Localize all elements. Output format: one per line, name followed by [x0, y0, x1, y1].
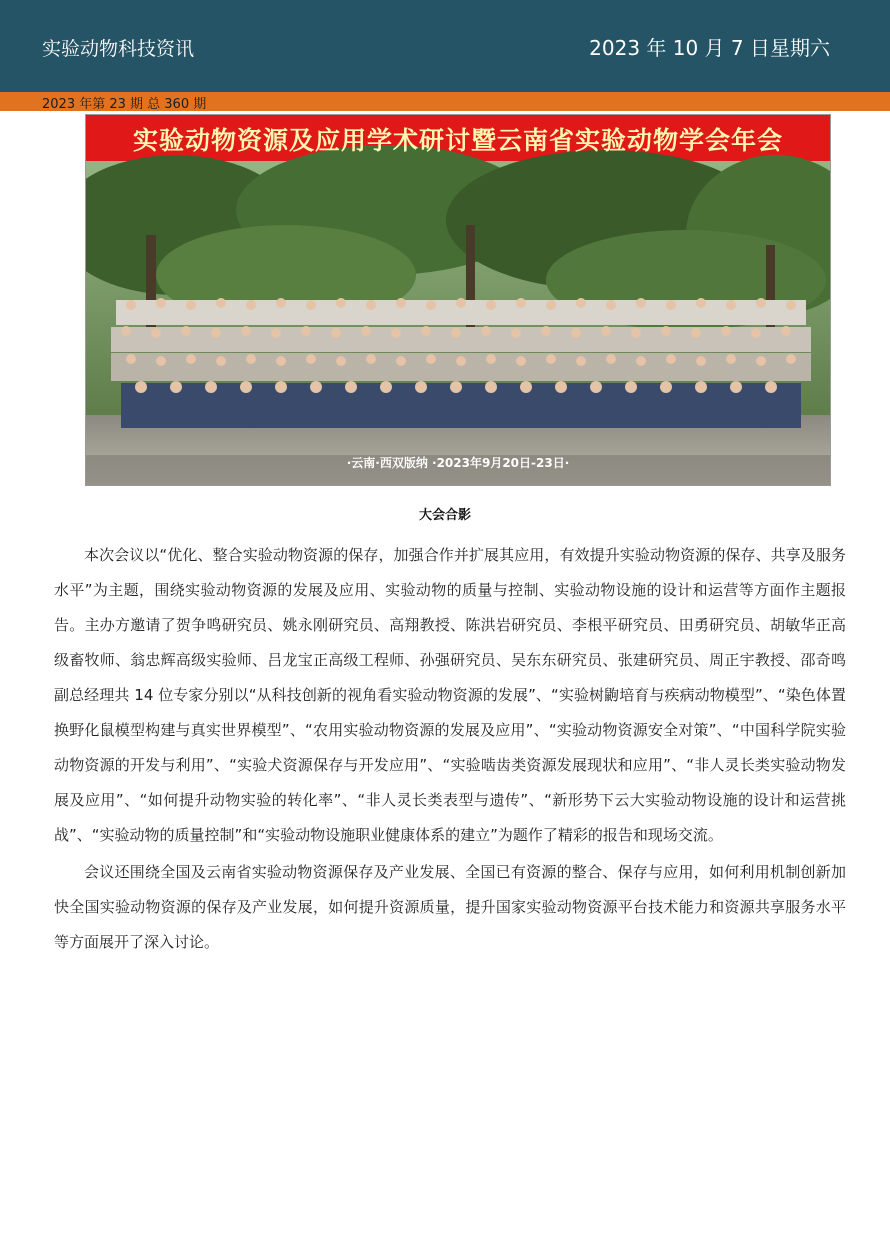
publication-date: 2023 年 10 月 7 日星期六: [589, 36, 830, 60]
group-photo-image: [86, 115, 830, 485]
photo-location-date: ·云南·西双版纳 ·2023年9月20日-23日·: [346, 456, 570, 470]
page-header: [0, 0, 890, 92]
article-body: [54, 538, 846, 962]
issue-number: 2023 年第 23 期 总 360 期: [42, 97, 207, 112]
article-paragraph-1: 本次会议以“优化、整合实验动物资源的保存，加强合作并扩展其应用，有效提升实验动物资源的保存、共享及服务水平”为主题，围绕实验动物资源的发展及应用、实验动物的质量与控制、实验动物设施的设计和运营等方面作主题报告。主办方邀请了贺争鸣研究员、姚永刚研究员、高翔教授、陈洪岩研究员、李根平研究员、田勇研究员、胡敏华正高级畜牧师、翁忠辉高级实验师、吕龙宝正高级工程师、孙强研究员、吴东东研究员、张建研究员、周正宇教授、邵奇鸣副总经理共 14 位专家分别以“从科技创新的视角看实验动物资源的发展”、“实验树鼩培育与疾病动物模型”、“染色体置换野化鼠模型构建与真实世界模型”、“农用实验动物资源的发展及应用”、“实验动物资源安全对策”、“中国科学院实验动物资源的开发与利用”、“实验犬资源保存与开发应用”、“实验啮齿类资源发展现状和应用”、“非人灵长类实验动物发展及应用”、“如何提升动物实验的转化率”、“非人灵长类表型与遗传”、“新形势下云大实验动物设施的设计和运营挑战”、“实验动物的质量控制”和“实验动物设施职业健康体系的建立”为题作了精彩的报告和现场交流。: [54, 546, 846, 844]
group-photo: [85, 114, 831, 486]
article-paragraph-2: 会议还围绕全国及云南省实验动物资源保存及产业发展、全国已有资源的整合、保存与应用，如何利用机制创新加快全国实验动物资源的保存及产业发展，如何提升资源质量，提升国家实验动物资源平台技术能力和资源共享服务水平等方面展开了深入讨论。: [54, 863, 846, 951]
publication-title: 实验动物科技资讯: [42, 38, 195, 60]
issue-bar: [0, 92, 890, 111]
photo-banner-text: 实验动物资源及应用学术研讨暨云南省实验动物学会年会: [132, 126, 783, 155]
photo-caption: 大会合影: [418, 508, 471, 523]
